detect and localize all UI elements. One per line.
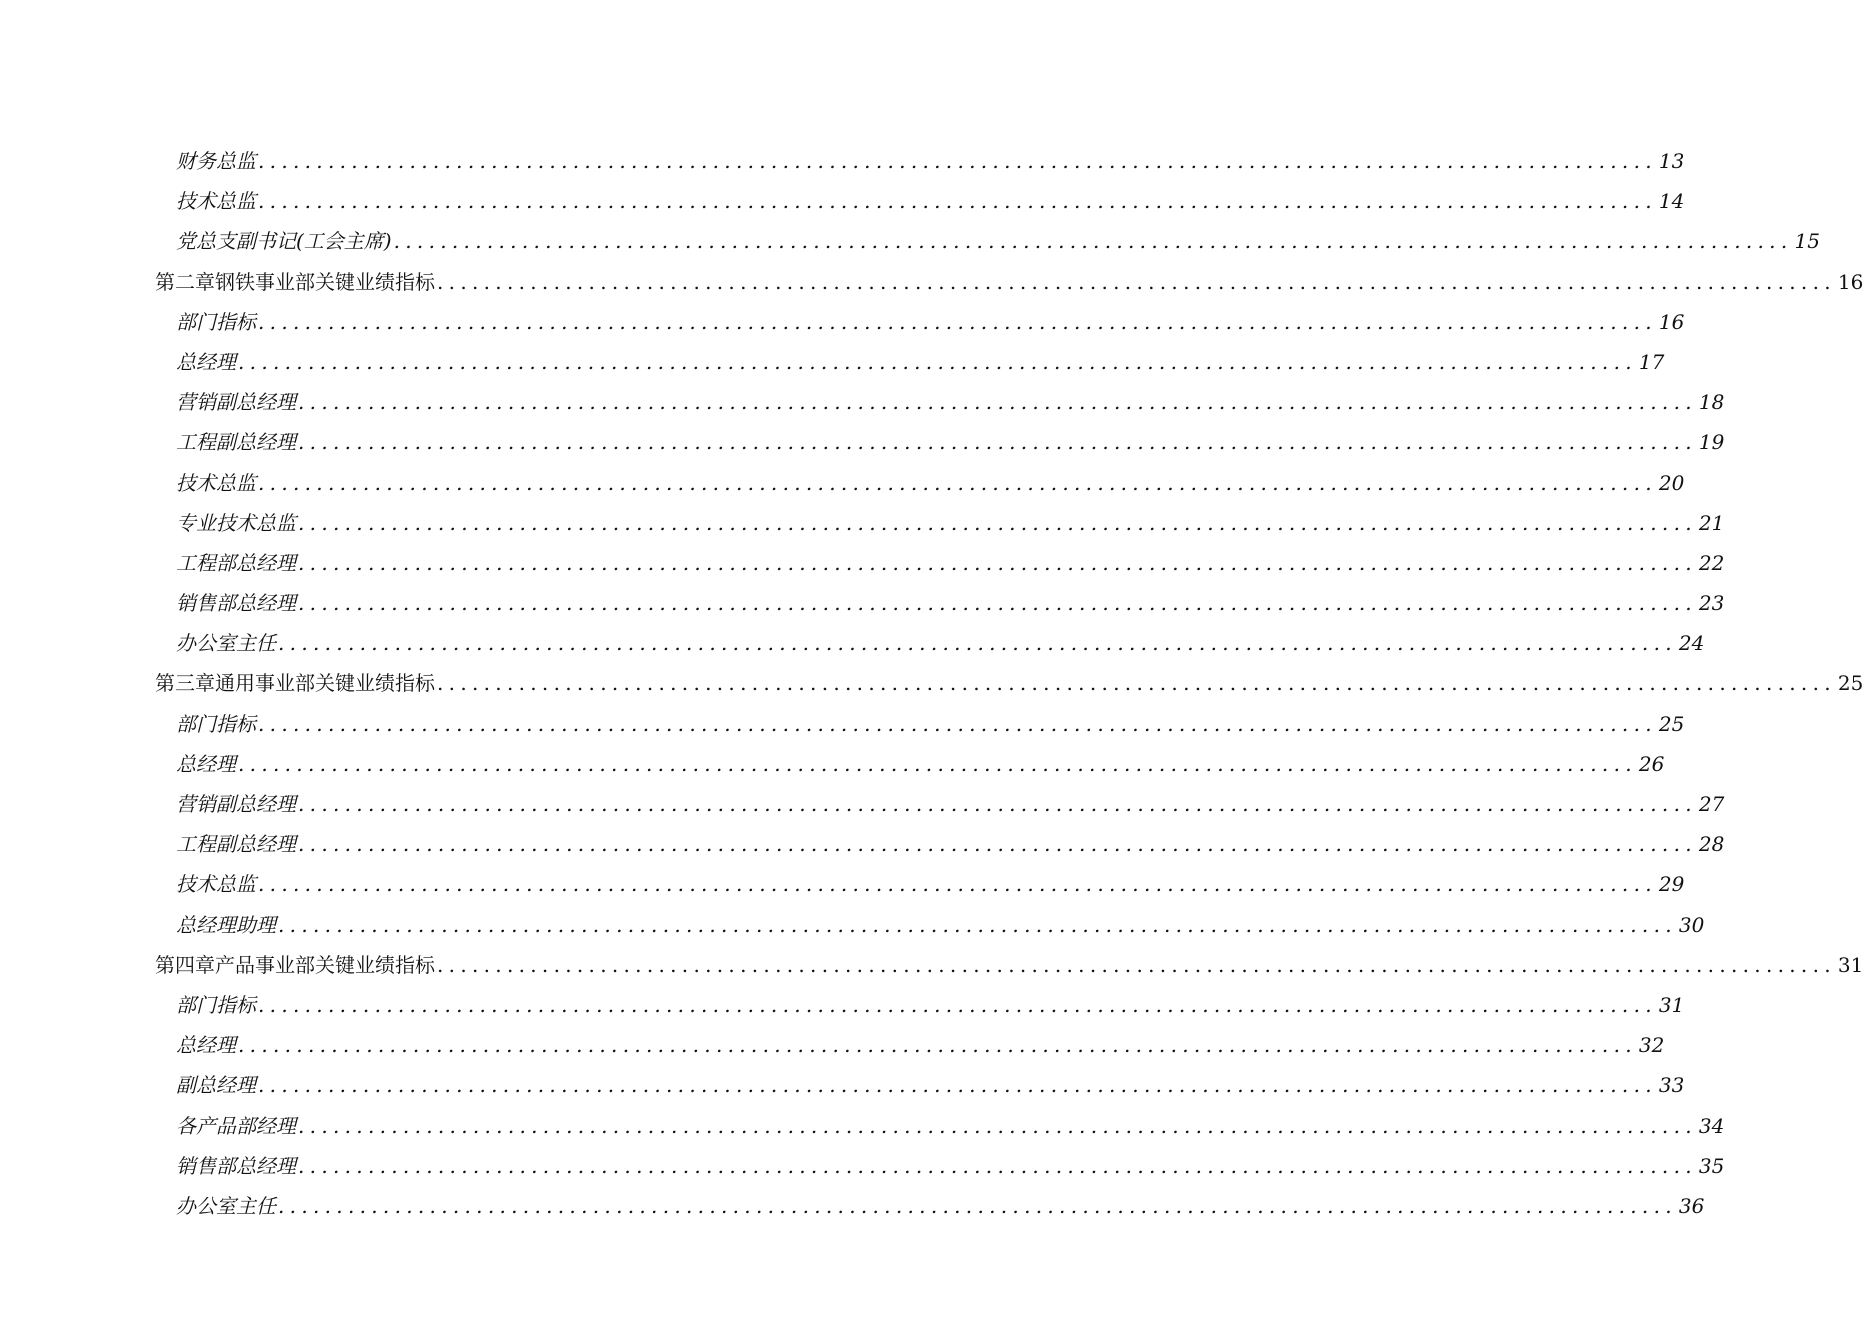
- toc-entry-title: 营销副总经理: [176, 792, 296, 816]
- toc-entry-line: [176, 470, 1685, 495]
- toc-dot-leader: ........................................................................................................................: [258, 711, 1657, 736]
- toc-dot-leader: ........................................................................................................................: [298, 591, 1697, 616]
- toc-entry-line: [176, 1113, 1725, 1138]
- toc-entry-title: 办公室主任: [176, 631, 276, 656]
- toc-entry[interactable]: [0, 743, 1665, 783]
- toc-page-number: 25: [1837, 671, 1863, 696]
- toc-entry[interactable]: [0, 180, 1685, 220]
- toc-entry-line: [176, 390, 1725, 415]
- toc-entry-title: 销售部总经理: [176, 591, 296, 616]
- toc-entry[interactable]: [0, 341, 1665, 381]
- toc-page-number: 32: [1638, 1033, 1665, 1058]
- toc-entry-line: [176, 832, 1725, 857]
- toc-entry[interactable]: [0, 1064, 1685, 1104]
- toc-entry[interactable]: [0, 140, 1685, 180]
- toc-entry-title: 总经理: [176, 1033, 236, 1058]
- toc-entry-line: [176, 430, 1725, 455]
- toc-page-number: 28: [1698, 832, 1725, 857]
- toc-entry-title: 党总支副书记(工会主席): [176, 229, 392, 254]
- toc-entry-title: 通用事业部关键业绩指标: [215, 671, 435, 696]
- toc-page-number: 36: [1678, 1193, 1705, 1218]
- toc-entry-line: [176, 792, 1725, 816]
- toc-chapter-entry[interactable]: [0, 662, 1863, 702]
- toc-entry-title: 总经理: [176, 349, 236, 374]
- toc-page-number: 33: [1658, 1073, 1685, 1098]
- toc-entry-line: [176, 1073, 1685, 1098]
- toc-entry-line: [176, 992, 1685, 1017]
- toc-dot-leader: ........................................................................................................................: [298, 550, 1697, 575]
- toc-dot-leader: ........................................................................................................................: [238, 1033, 1637, 1058]
- toc-entry-title: 工程部总经理: [176, 550, 296, 575]
- toc-entry[interactable]: [0, 381, 1725, 421]
- toc-entry-title: 钢铁事业部关键业绩指标: [215, 269, 435, 294]
- toc-dot-leader: ........................................................................................................................: [298, 792, 1697, 816]
- toc-page-number: 23: [1698, 591, 1725, 616]
- toc-entry-title: 部门指标: [176, 992, 256, 1017]
- toc-entry-line: [176, 510, 1725, 535]
- toc-entry[interactable]: [0, 462, 1685, 502]
- toc-page-number: 17: [1638, 349, 1665, 374]
- toc-dot-leader: ........................................................................................................................: [437, 952, 1836, 977]
- toc-entry-line: [176, 349, 1665, 374]
- toc-entry-line: [176, 149, 1685, 173]
- toc-chapter-entry[interactable]: [0, 944, 1863, 984]
- toc-dot-leader: ........................................................................................................................: [258, 992, 1657, 1017]
- toc-page-number: 18: [1698, 390, 1725, 415]
- toc-entry-title: 销售部总经理: [176, 1153, 296, 1178]
- toc-page-number: 25: [1658, 711, 1685, 736]
- toc-dot-leader: ........................................................................................................................: [298, 510, 1697, 535]
- toc-entry[interactable]: [0, 421, 1725, 461]
- toc-chapter-number: 第四章: [155, 952, 215, 977]
- toc-entry[interactable]: [0, 502, 1725, 542]
- toc-entry-line: [155, 269, 1863, 294]
- toc-dot-leader: ........................................................................................................................: [298, 390, 1697, 415]
- toc-entry-title: 工程副总经理: [176, 430, 296, 455]
- toc-entry-title: 办公室主任: [176, 1193, 276, 1218]
- toc-page-number: 14: [1658, 189, 1685, 214]
- toc-dot-leader: ........................................................................................................................: [258, 872, 1657, 897]
- toc-entry-title: 技术总监: [176, 470, 256, 495]
- toc-entry-title: 总经理: [176, 751, 236, 776]
- toc-entry[interactable]: [0, 220, 1820, 260]
- toc-entry-title: 营销副总经理: [176, 390, 296, 415]
- toc-entry-line: [155, 952, 1863, 977]
- toc-chapter-number: 第二章: [155, 269, 215, 294]
- toc-entry-line: [176, 751, 1665, 776]
- toc-entry-title: 专业技术总监: [176, 510, 296, 535]
- toc-dot-leader: ........................................................................................................................: [437, 671, 1836, 696]
- toc-entry[interactable]: [0, 823, 1725, 863]
- toc-entry[interactable]: [0, 984, 1685, 1024]
- toc-dot-leader: ........................................................................................................................: [298, 1113, 1697, 1138]
- toc-entry-line: [176, 309, 1685, 334]
- toc-dot-leader: ........................................................................................................................: [258, 309, 1657, 334]
- toc-entry[interactable]: [0, 542, 1725, 582]
- toc-entry-line: [176, 189, 1685, 214]
- toc-page-number: 29: [1658, 872, 1685, 897]
- toc-dot-leader: ........................................................................................................................: [298, 832, 1697, 857]
- toc-dot-leader: ........................................................................................................................: [258, 149, 1657, 173]
- toc-page-number: 22: [1698, 550, 1725, 575]
- toc-dot-leader: ........................................................................................................................: [258, 1073, 1657, 1098]
- toc-entry-line: [176, 1153, 1725, 1178]
- toc-entry[interactable]: [0, 1145, 1725, 1185]
- toc-entry[interactable]: [0, 1185, 1705, 1225]
- toc-dot-leader: ........................................................................................................................: [393, 229, 1793, 254]
- toc-page-number: 16: [1837, 269, 1863, 294]
- toc-entry-title: 部门指标: [176, 711, 256, 736]
- toc-entry[interactable]: [0, 703, 1685, 743]
- toc-page-number: 27: [1698, 792, 1725, 816]
- toc-dot-leader: ........................................................................................................................: [258, 470, 1657, 495]
- toc-dot-leader: ........................................................................................................................: [278, 912, 1677, 937]
- toc-entry-line: [176, 912, 1705, 937]
- toc-entry-title: 副总经理: [176, 1073, 256, 1098]
- toc-page-number: 31: [1658, 992, 1685, 1017]
- toc-entry[interactable]: [0, 1024, 1665, 1064]
- toc-entry-line: [176, 631, 1705, 656]
- toc-entry-title: 技术总监: [176, 189, 256, 214]
- toc-entry-line: [176, 591, 1725, 616]
- toc-entry-title: 各产品部经理: [176, 1113, 296, 1138]
- toc-page-number: 24: [1678, 631, 1705, 656]
- toc-page-number: 16: [1658, 309, 1685, 334]
- toc-page-number: 30: [1678, 912, 1705, 937]
- toc-entry[interactable]: [0, 863, 1685, 903]
- toc-entry-line: [176, 229, 1820, 254]
- toc-entry[interactable]: [0, 301, 1685, 341]
- toc-dot-leader: ........................................................................................................................: [437, 269, 1836, 294]
- toc-entry-line: [176, 1193, 1705, 1218]
- toc-entry-title: 工程副总经理: [176, 832, 296, 857]
- table-of-contents: [0, 140, 1863, 1225]
- toc-entry-title: 财务总监: [176, 149, 256, 173]
- toc-entry-line: [176, 1033, 1665, 1058]
- toc-entry-title: 产品事业部关键业绩指标: [215, 952, 435, 977]
- toc-entry-title: 总经理助理: [176, 912, 276, 937]
- toc-chapter-entry[interactable]: [0, 261, 1863, 301]
- toc-dot-leader: ........................................................................................................................: [298, 430, 1697, 455]
- toc-dot-leader: ........................................................................................................................: [238, 751, 1637, 776]
- toc-entry-title: 部门指标: [176, 309, 256, 334]
- toc-entry[interactable]: [0, 582, 1725, 622]
- toc-page-number: 26: [1638, 751, 1665, 776]
- toc-entry-line: [176, 550, 1725, 575]
- toc-page-number: 13: [1658, 149, 1685, 173]
- toc-entry[interactable]: [0, 783, 1725, 823]
- toc-dot-leader: ........................................................................................................................: [238, 349, 1637, 374]
- toc-page-number: 34: [1698, 1113, 1725, 1138]
- toc-page-number: 15: [1794, 229, 1820, 254]
- toc-entry-line: [155, 671, 1863, 696]
- toc-page-number: 19: [1698, 430, 1725, 455]
- toc-dot-leader: ........................................................................................................................: [278, 631, 1677, 656]
- toc-page-number: 21: [1698, 510, 1725, 535]
- toc-entry[interactable]: [0, 904, 1705, 944]
- toc-page-number: 20: [1658, 470, 1685, 495]
- toc-entry-line: [176, 711, 1685, 736]
- toc-dot-leader: ........................................................................................................................: [298, 1153, 1697, 1178]
- toc-dot-leader: ........................................................................................................................: [258, 189, 1657, 214]
- toc-entry-line: [176, 872, 1685, 897]
- toc-dot-leader: ........................................................................................................................: [278, 1193, 1677, 1218]
- toc-page-number: 31: [1837, 952, 1863, 977]
- toc-entry[interactable]: [0, 622, 1705, 662]
- toc-entry[interactable]: [0, 1105, 1725, 1145]
- toc-entry-title: 技术总监: [176, 872, 256, 897]
- toc-chapter-number: 第三章: [155, 671, 215, 696]
- toc-page-number: 35: [1698, 1153, 1725, 1178]
